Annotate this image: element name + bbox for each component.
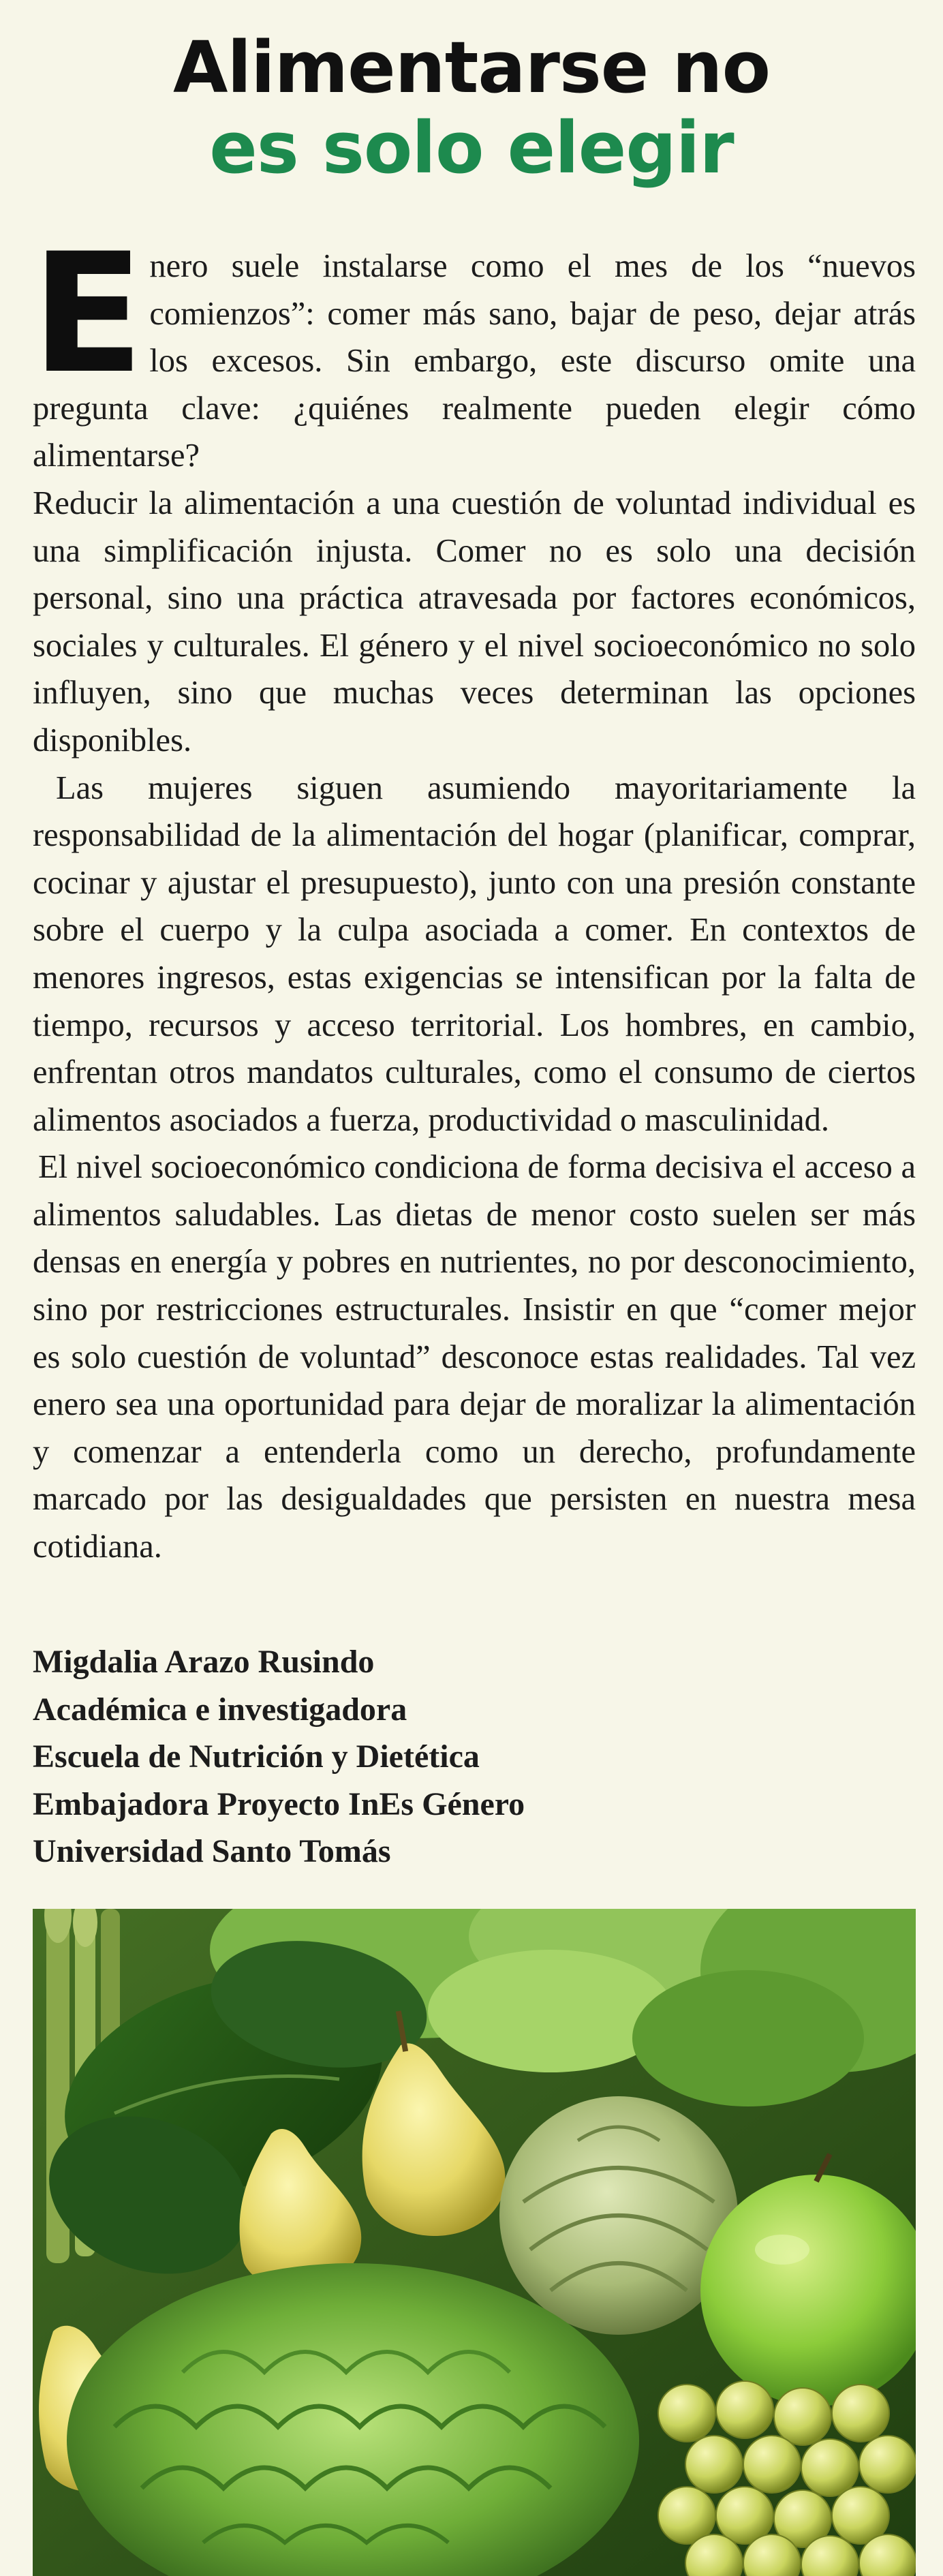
article-title	[0, 27, 943, 188]
author-role: Académica e investigadora	[33, 1691, 407, 1728]
author-university: Universidad Santo Tomás	[33, 1833, 391, 1869]
article-body	[31, 218, 916, 1571]
vegetables-photo	[33, 1909, 916, 2576]
author-name: Migdalia Arazo Rusindo	[33, 1644, 375, 1680]
grapes	[658, 2381, 916, 2576]
paragraph-1-text: nero suele instalarse como el mes de los “nuevos comienzos”: comer más sano, bajar de peso, dejar atrás los excesos. Sin embargo, este discurso omite una pregunta clave: ¿quiénes realmente pueden elegir cómo alimentarse?	[33, 248, 916, 474]
paragraph-3: Las mujeres siguen asumiendo mayoritariamente la responsabilidad de la alimentación del hogar (planificar, comprar, cocinar y ajustar el presupuesto), junto con una presión constante sobre el cuerpo y la culpa asociada a comer. En contextos de menores ingresos, estas exigencias se intensifican por la falta de tiempo, recursos y acceso territorial. Los hombres, en cambio, enfrentan otros mandatos culturales, como el consumo de ciertos alimentos asociados a fuerza, productividad o masculinidad.	[33, 769, 916, 1138]
paragraph-2: Reducir la alimentación a una cuestión de voluntad individual es una simplificación injusta. Comer no es solo una decisión personal, sino una práctica atravesada por factores económicos, sociales y culturales. El género y el nivel socioeconómico no solo influyen, sino que muchas veces determinan las opciones disponibles.	[33, 485, 916, 758]
paragraph-1	[31, 218, 916, 480]
author-project: Embajadora Proyecto InEs Género	[33, 1785, 525, 1822]
title-line-2: es solo elegir	[209, 106, 734, 189]
author-signature	[33, 1638, 850, 1875]
drop-cap: E	[31, 218, 144, 410]
paragraph-4: El nivel socioeconómico condiciona de forma decisiva el acceso a alimentos saludables. Las dietas de menor costo suelen ser más densas en energía y pobres en nutrientes, no por desconocimiento, sino por restricciones estructurales. Insistir en que “comer mejor es solo cuestión de voluntad” desconoce estas realidades. Tal vez enero sea una oportunidad para dejar de moralizar la alimentación y comenzar a entenderla como un derecho, profundamente marcado por las desigualdades que persisten en nuestra mesa cotidiana.	[33, 1149, 916, 1565]
title-line-1: Alimentarse no	[172, 26, 771, 109]
author-school: Escuela de Nutrición y Dietética	[33, 1738, 480, 1775]
